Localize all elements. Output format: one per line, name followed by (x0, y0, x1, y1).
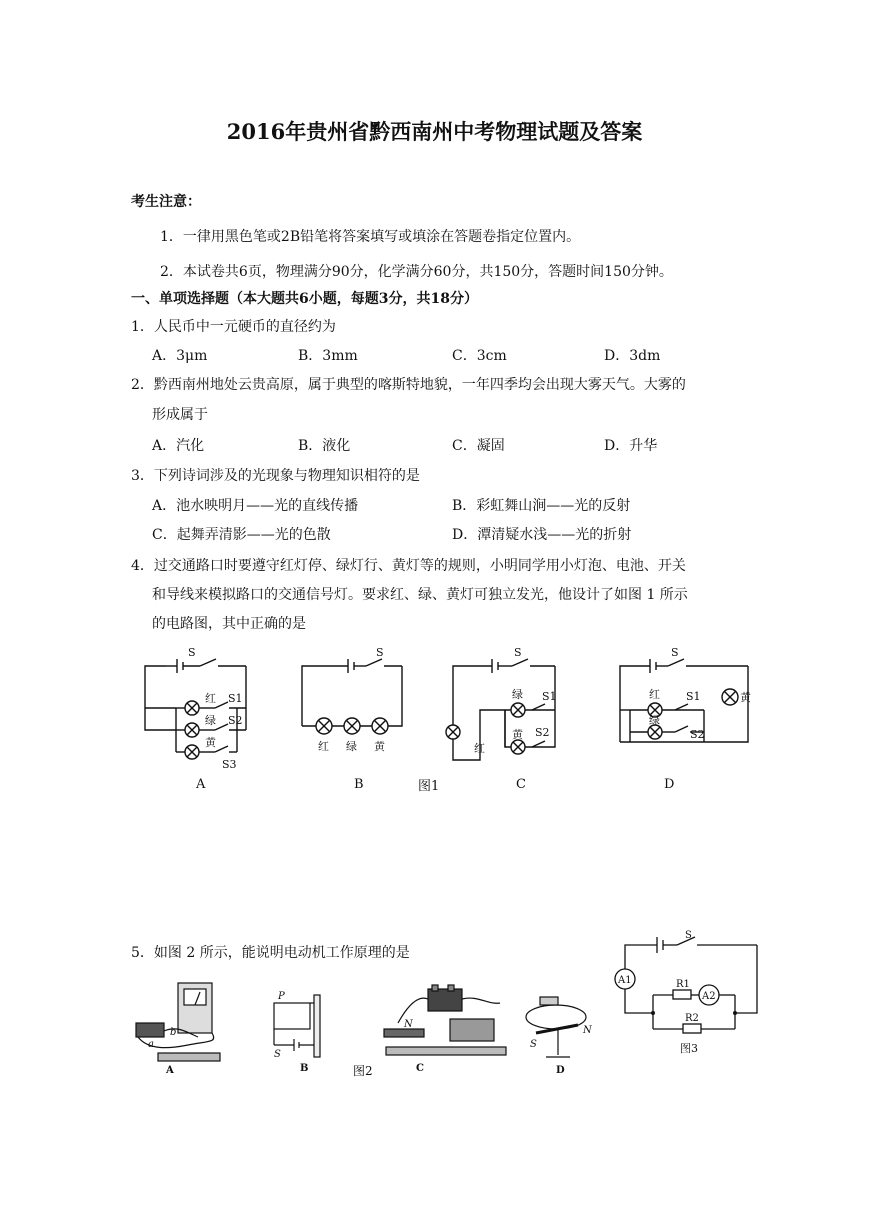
fig1-b-yellow: 黄 (374, 740, 385, 753)
fig2-a-label-b: b (170, 1027, 177, 1038)
fig1-letter-b: B (354, 777, 364, 792)
fig3-ammeter-a1: A1 (618, 975, 632, 986)
figure-1-circuits (130, 642, 760, 802)
fig1-c-s1: S1 (542, 690, 557, 703)
fig1-c-red: 红 (474, 742, 485, 755)
fig3-r1-label: R1 (676, 979, 690, 990)
fig1-a-red: 红 (205, 692, 216, 705)
question-2-stem: 2．黔西南州地处云贵高原，属于典型的喀斯特地貌，一年四季均会出现大雾天气。大雾的 (131, 377, 686, 393)
fig2-c-label-n: N (404, 1019, 413, 1030)
q2-option-c: C．凝固 (452, 438, 505, 454)
fig3-caption: 图3 (680, 1042, 698, 1055)
fig2-a-label-a: a (148, 1039, 154, 1050)
fig1-a-yellow: 黄 (205, 736, 216, 749)
fig2-b-label-s: S (274, 1049, 281, 1060)
q1-option-a: A．3μm (152, 348, 208, 364)
fig3-r2-label: R2 (685, 1013, 699, 1024)
question-2-stem-cont: 形成属于 (152, 407, 208, 423)
fig1-letter-c: C (516, 777, 526, 792)
fig3-switch-label: S (685, 930, 692, 941)
question-4-stem-cont2: 的电路图，其中正确的是 (152, 616, 306, 632)
fig2-letter-c: C (416, 1063, 424, 1074)
fig2-d-label-n: N (583, 1025, 592, 1036)
fig1-letter-a: A (196, 777, 206, 792)
fig2-b-label-p: P (278, 991, 285, 1002)
q3-option-b: B．彩虹舞山涧——光的反射 (452, 498, 631, 514)
fig1-b-green: 绿 (346, 740, 357, 753)
fig1-d-switch-label: S (671, 646, 679, 659)
fig2-letter-d: D (556, 1065, 565, 1076)
q3-option-a: A．池水映明月——光的直线传播 (152, 498, 359, 514)
fig1-b-red: 红 (318, 740, 329, 753)
q2-option-d: D．升华 (604, 438, 658, 454)
fig1-a-s1: S1 (228, 692, 243, 705)
fig1-d-s2: S2 (690, 728, 705, 741)
fig1-c-green: 绿 (512, 688, 523, 701)
fig1-d-yellow: 黄 (740, 691, 751, 704)
question-4-stem: 4．过交通路口时要遵守红灯停、绿灯行、黄灯等的规则，小明同学用小灯泡、电池、开关 (131, 558, 686, 574)
fig1-c-s2: S2 (535, 726, 550, 739)
question-3-stem: 3．下列诗词涉及的光现象与物理知识相符的是 (131, 468, 420, 484)
fig2-d-label-s: S (530, 1039, 537, 1050)
question-1-stem: 1．人民币中一元硬币的直径约为 (131, 319, 336, 335)
fig1-b-switch-label: S (376, 646, 384, 659)
q3-option-d: D．潭清疑水浅——光的折射 (452, 527, 632, 543)
fig1-a-s3: S3 (222, 758, 237, 771)
q1-option-d: D．3dm (604, 348, 661, 364)
fig1-c-yellow: 黄 (512, 728, 523, 741)
fig2-caption: 图2 (353, 1064, 373, 1078)
fig3-ammeter-a2: A2 (702, 991, 716, 1002)
fig2-letter-a: A (166, 1065, 174, 1076)
fig1-letter-d: D (664, 777, 675, 792)
section-heading: 一、单项选择题（本大题共6小题，每题3分，共18分） (131, 291, 478, 307)
q1-option-c: C．3cm (452, 348, 507, 364)
fig1-a-green: 绿 (205, 714, 216, 727)
q3-option-c: C．起舞弄清影——光的色散 (152, 527, 331, 543)
fig1-c-switch-label: S (514, 646, 522, 659)
fig1-d-red: 红 (649, 688, 660, 701)
fig1-a-s2: S2 (228, 714, 243, 727)
notice-item-1: 1．一律用黑色笔或2B铅笔将答案填写或填涂在答题卷指定位置内。 (160, 229, 581, 245)
fig1-d-s1: S1 (686, 690, 701, 703)
notice-heading: 考生注意： (131, 194, 201, 210)
q1-option-b: B．3mm (298, 348, 358, 364)
fig1-d-green: 绿 (649, 714, 660, 727)
page-title: 2016年贵州省黔西南州中考物理试题及答案 (226, 119, 643, 144)
fig1-a-switch-label: S (188, 646, 196, 659)
question-5-stem: 5．如图 2 所示，能说明电动机工作原理的是 (131, 945, 410, 961)
figure-2-apparatus (128, 975, 603, 1085)
fig2-letter-b: B (300, 1063, 309, 1074)
notice-item-2: 2．本试卷共6页，物理满分90分，化学满分60分，共150分，答题时间150分钟。 (160, 264, 673, 280)
q2-option-b: B．液化 (298, 438, 351, 454)
question-4-stem-cont1: 和导线来模拟路口的交通信号灯。要求红、绿、黄灯可独立发光，他设计了如图 1 所示 (152, 587, 688, 603)
figure-3-circuit (605, 925, 765, 1060)
fig1-caption: 图1 (418, 779, 440, 794)
q2-option-a: A．汽化 (152, 438, 205, 454)
